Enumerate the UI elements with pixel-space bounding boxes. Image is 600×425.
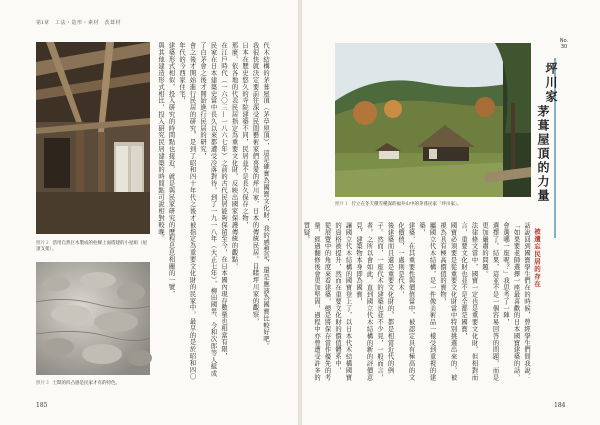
photo1-caption-label: 照片１ (335, 202, 349, 207)
photo1-caption (335, 202, 531, 208)
photo2-caption-label: 照片２ (36, 241, 50, 246)
left-body-text (158, 42, 270, 382)
right-column: 法律條文當中，國寶一定也是重要文化財，但相對而言，重要文化財也並不是全都是國寶， (460, 222, 478, 381)
photo-earthen-floor (36, 262, 150, 375)
number-label: No. (559, 38, 569, 44)
photo2-caption (36, 241, 150, 253)
section-subtitle: 茅葺屋頂的力量 (536, 105, 550, 203)
right-column: 後建築而且還是重要文化財的，都是相當近代的例子。然而，一座代木的建築也並不少見，一般而言， (376, 222, 394, 381)
photo3-caption (36, 381, 150, 387)
left-column: 我很快就決定要前往深受民間藝術家們喜愛的坪川家，日本的傳統民居。目睹坪川家的觀察， (251, 42, 259, 325)
section-title: 坪川家 (544, 62, 558, 104)
photo1-caption-text: 佇立在冬天積雪種深的福井山中的茅葺民家「坪川家」。 (351, 202, 462, 207)
thatched-house-image (335, 43, 531, 197)
left-column: 日本在歷史悠久的寺院建築不同，民居並不是長久保存之物， (241, 42, 248, 229)
right-column: 從展覽中的角度來看建築，總是將保存當作優先的考量，經過翻修後會更加堅固，過程中亦曾遭受許多的質疑。 (302, 222, 331, 381)
photo-roof-structure (36, 42, 150, 234)
right-page-number: 184 (554, 402, 566, 409)
right-column: 屬國立代木結構，是一件像美術品一樣受到重視的建築， (418, 222, 436, 381)
right-column: 讓國立代木結構的國寶登上了，以日本代木結構國寶的資格被提升，然而在重要文化財的價值體系中， (334, 222, 352, 381)
left-column: 代木結構的茅葺屋頂（茅草屋頂），這是確實為國寶文化財，我的感想是，還是應該為國寶比較好吧。 (262, 42, 269, 350)
left-column: 民家在日本建築史當中長久以來都遭受冷落對待，到了一九一八年（大正七年），柳田國男、今和次郎等人組成了白茅會之後才開始進行民居的研究， (199, 42, 217, 377)
right-column: 選擇了。結果，這並不是一個容易回答的問題，而是更加嚴肅的問題。 (481, 222, 499, 381)
chapter-number (555, 38, 573, 50)
right-column: 建築，在其重要性與價值當中，被認定具有極高的文化價值，一處則是代木， (397, 222, 415, 381)
right-column: 話說回到國寶學生們在的時候，曾經學生們問我說：「如果要老師選擇一座最喜歡的日本國寶建築的話，會選哪一座呢？」我思考了一陣， (502, 222, 530, 381)
photo-tsubokawa-house (335, 43, 531, 197)
photo3-caption-label: 照片３ (36, 381, 50, 386)
left-column: 會之後才開始進行民居的研究，是到了昭和四十年代之後才被指定為重要文化財的民家中，最早的是於昭和四〇年代的今西家住宅， (178, 42, 196, 381)
left-column: 在江戶時代（一六〇三—一八六七年）之前的古代民居能夠保留至今，在日本國內現存數量也相當有限， (220, 42, 227, 360)
right-body-text (302, 222, 531, 382)
right-column: 國寶必須要是從重要文化財當中特別挑選出來的，被視為具有極高價值的寶物， (439, 222, 457, 381)
left-column: 建築形式相似，投入研究的時間點也接近，就是與民家研究的歷程息息相關的一號， (167, 42, 175, 298)
right-column: 者。之所以會如此，直到國立代木結構的新的評價意見，建築物本身即為國寶， (355, 222, 373, 381)
number-value: 30 (560, 44, 568, 50)
left-column: 與其他建造形式相比，投入研究民居建築的時間點可說相對較晚。 (157, 42, 164, 243)
red-subheading: 被遺忘民居的存在 (533, 228, 541, 288)
left-page-number: 185 (36, 402, 48, 409)
earthen-floor-image (36, 262, 150, 375)
roof-structure-image (36, 42, 150, 234)
photo3-caption-text: 土間的凹凸感是民家才有的特色。 (52, 381, 120, 386)
running-header: 第Ⅰ章 工法・造形・素材 茨葺材 (36, 20, 121, 26)
right-page (302, 0, 600, 425)
photo2-caption-text: 活用自然巨木製成的柱樑上面搭建的小屋組（屋頂支架）。 (36, 241, 147, 252)
left-page (0, 0, 298, 425)
left-column: 那麼，依各地的代表民居指定為重要文化財，反映出國家保護傳統的觀點， (230, 42, 238, 270)
